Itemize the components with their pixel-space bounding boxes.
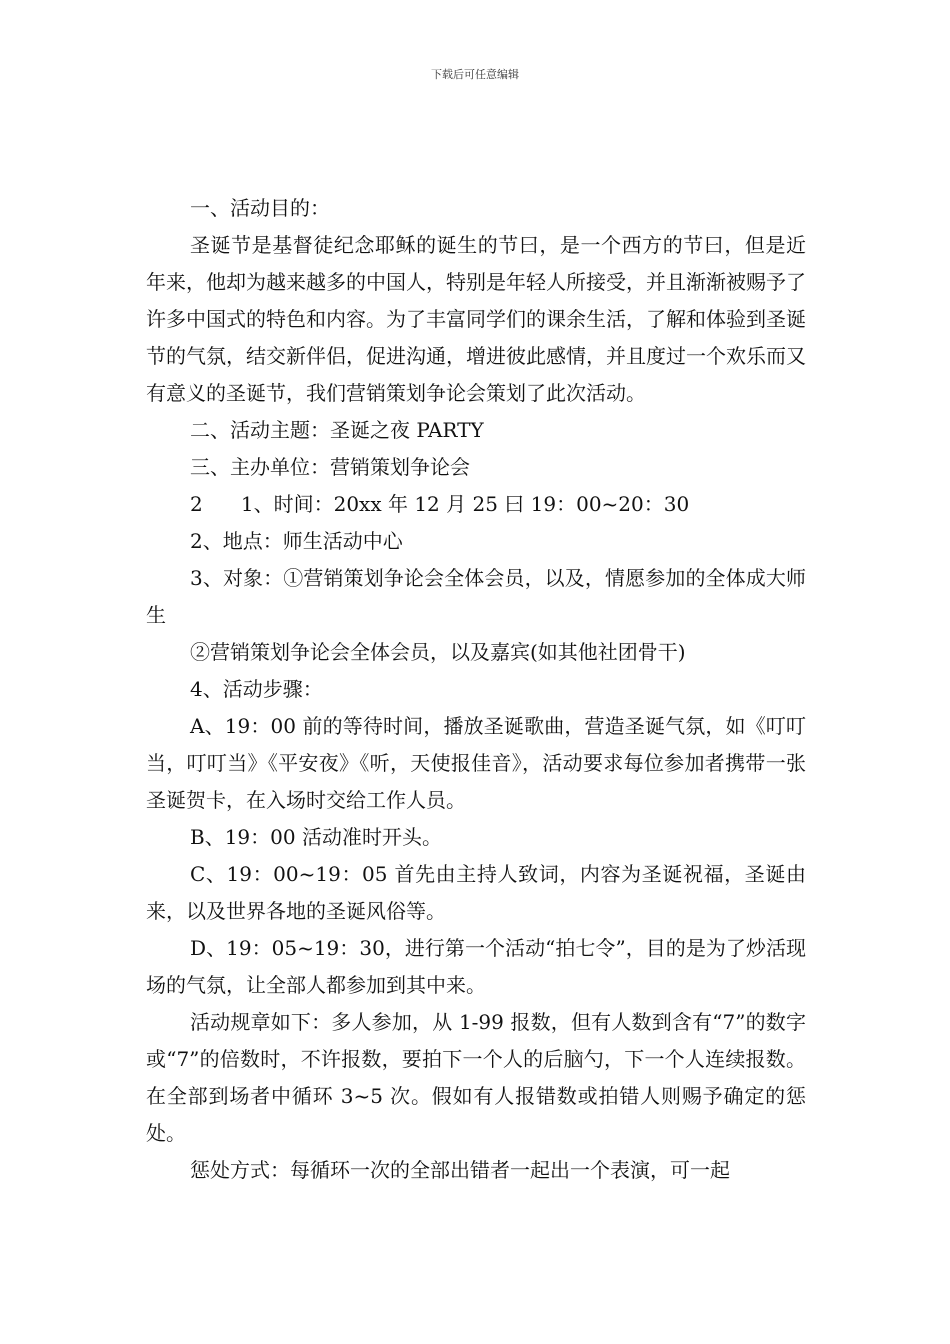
paragraph-purpose: 圣诞节是基督徒纪念耶稣的诞生的节曰，是一个西方的节曰，但是近年来，他却为越来越多的中国人，特别是年轻人所接受，并且渐渐被赐予了许多中国式的特色和内容。为了丰富同学们的课余生活，了解和体验到圣诞节的气氛，结交新伴侣，促进沟通，增进彼此感情，并且度过一个欢乐而又有意义的圣诞节，我们营销策划争论会策划了此次活动。 bbox=[146, 233, 806, 405]
section-heading-theme: 二、活动主题：圣诞之夜 PARTY bbox=[190, 418, 484, 442]
rules-paragraph: 活动规章如下：多人参加，从 1-99 报数，但有人数到含有“7”的数字或“7”的倍数时，不许报数，要拍下一个人的后脑勺，下一个人连续报数。在全部到场者中循环 3~5 次。假如有人报错数或拍错人则赐予确定的惩处。 bbox=[146, 1010, 806, 1145]
section-heading-organizer: 三、主办单位：营销策划争论会 bbox=[190, 455, 470, 479]
penalty-paragraph: 惩处方式：每循环一次的全部出错者一起出一个表演，可一起 bbox=[190, 1158, 730, 1182]
step-d: D、19：05~19：30，进行第一个活动“拍七令”，目的是为了炒活现场的气氛，让全部人都参加到其中来。 bbox=[146, 936, 806, 997]
item-audience-2: ②营销策划争论会全体会员，以及嘉宾(如其他社团骨干) bbox=[190, 640, 686, 664]
step-c: C、19：00~19：05 首先由主持人致词，内容为圣诞祝福，圣诞由来，以及世界各地的圣诞风俗等。 bbox=[146, 862, 806, 923]
item-location: 2、地点：师生活动中心 bbox=[190, 529, 403, 553]
document-body bbox=[146, 190, 806, 1189]
item-audience: 3、对象：①营销策划争论会全体会员，以及，情愿参加的全体成大师生 bbox=[146, 566, 806, 627]
item-steps-heading: 4、活动步骤： bbox=[190, 677, 323, 701]
step-b: B、19：00 活动准时开头。 bbox=[190, 825, 442, 849]
step-a: A、19：00 前的等待时间，播放圣诞歌曲，营造圣诞气氛，如《叮叮当，叮叮当》《平安夜》《听，天使报佳音》，活动要求每位参加者携带一张圣诞贺卡，在入场时交给工作人员。 bbox=[146, 714, 806, 812]
section-heading-purpose: 一、活动目的： bbox=[190, 196, 330, 220]
item-time: 2 1、时间：20xx 年 12 月 25 曰 19：00~20：30 bbox=[190, 492, 690, 516]
page-header: 下载后可任意编辑 bbox=[431, 68, 519, 81]
